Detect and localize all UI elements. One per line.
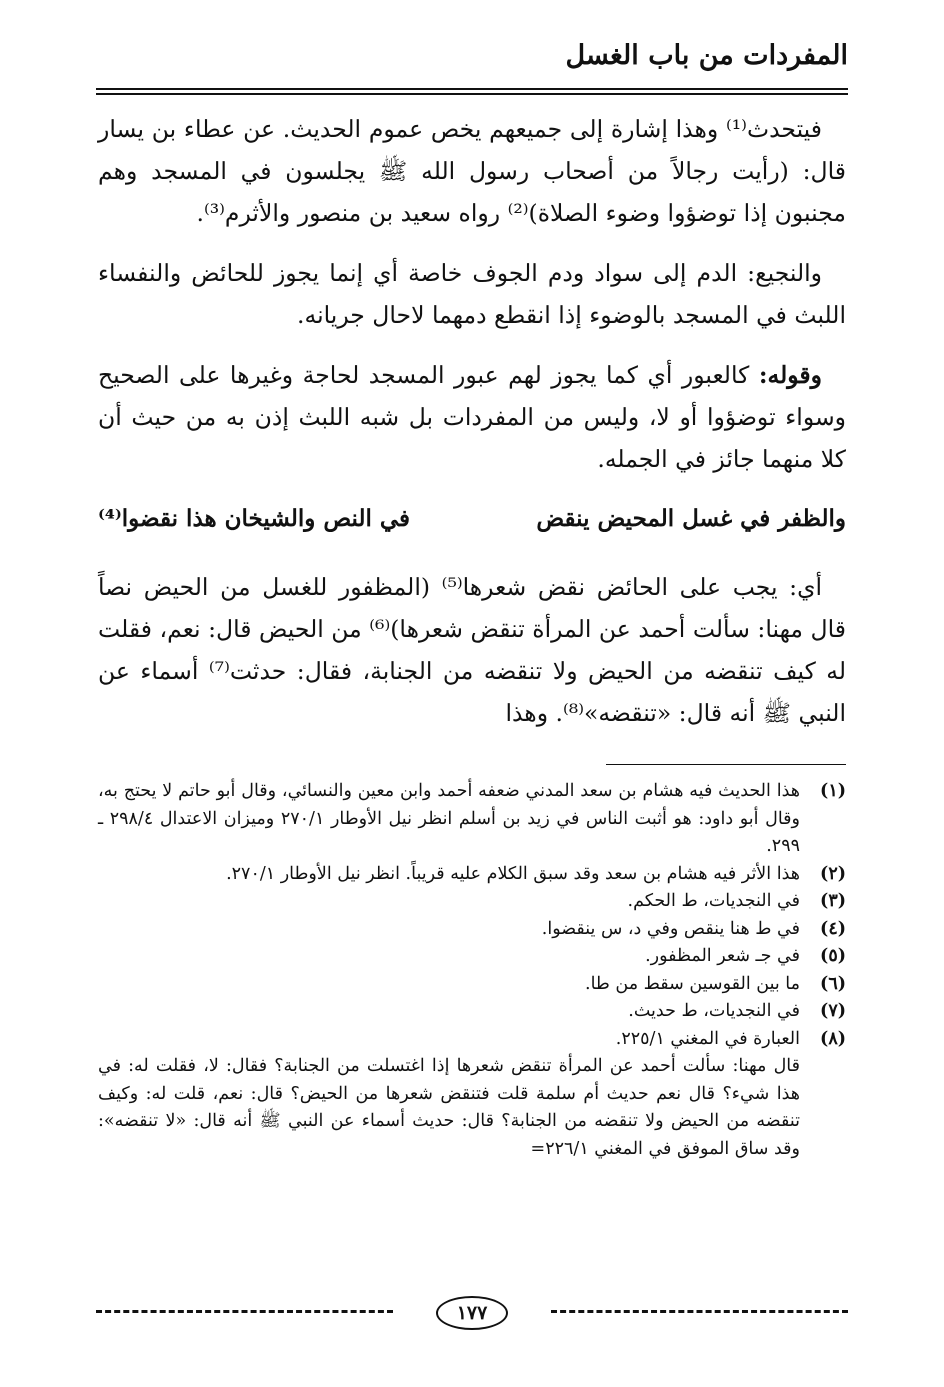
footnote-number: (٤) xyxy=(820,918,846,939)
footnote-text: في النجديات، ط حديث. xyxy=(628,1001,800,1021)
footnote-3 xyxy=(98,888,846,916)
footnote-6 xyxy=(98,971,846,999)
footnote-number: (١) xyxy=(820,781,846,801)
footnote-4 xyxy=(98,916,846,944)
footnote-1 xyxy=(98,778,846,861)
header-rule-bottom xyxy=(96,93,848,95)
paragraph-3-label: وقوله: xyxy=(758,361,822,389)
main-text xyxy=(98,108,846,752)
paragraph-3-text: كالعبور أي كما يجوز لهم عبور المسجد لحاجة وغيرها على الصحيح وسواء توضؤوا أو لا، وليس من المفردات بل شبه اللبث إذن به من حيث أن كلا منهما جائز في الجمله. xyxy=(98,361,846,473)
header-title: المفردات من باب الغسل xyxy=(565,40,848,71)
footnote-number: (٨) xyxy=(820,1028,846,1049)
page-footer xyxy=(96,1292,848,1332)
paragraph-4: أي: يجب على الحائض نقض شعرها⁽⁵⁾ (المظفور للغسل من الحيض نصاً قال مهنا: سألت أحمد عن المرأة تنقض شعرها)⁽⁶⁾ من الحيض قال: نعم، فقلت له كيف تنقضه من الحيض ولا تنقضه من الجنابة، فقال: حدثت⁽⁷⁾ أسماء عن النبي ﷺ أنه قال: «تنقضه»⁽⁸⁾. وهذا xyxy=(98,573,846,727)
paragraph-2: والنجيع: الدم إلى سواد ودم الجوف خاصة أي إنما يجوز للحائض والنفساء اللبث في المسجد بالوضوء إذا انقطع دمهما لاحال جريانه. xyxy=(98,259,846,329)
footnote-text: في جـ شعر المظفور. xyxy=(645,946,800,966)
footnote-7 xyxy=(98,998,846,1026)
footer-dashed-rule-left xyxy=(96,1310,393,1313)
footnote-8 xyxy=(98,1026,846,1054)
footnote-text: في النجديات، ط الحكم. xyxy=(627,891,800,911)
verse-second-hemistich: في النص والشيخان هذا نقضوا⁽⁴⁾ xyxy=(98,505,411,532)
footnote-text: هذا الأثر فيه هشام بن سعد وقد سبق الكلام عليه قريباً. انظر نيل الأوطار ٢٧٠/١. xyxy=(226,863,800,884)
footnote-number: (٦) xyxy=(820,973,846,994)
page-number: ١٧٧ xyxy=(436,1296,508,1330)
footnote-number: (٧) xyxy=(820,1001,846,1021)
footnote-number: (٥) xyxy=(820,946,846,966)
footnote-text: العبارة في المغني ٢٢٥/١. xyxy=(615,1028,800,1049)
footnotes xyxy=(98,778,846,1163)
paragraph-1: فيتحدث⁽¹⁾ وهذا إشارة إلى جميعهم يخص عموم الحديث. عن عطاء بن يسار قال: (رأيت رجالاً من أصحاب رسول الله ﷺ يجلسون في المسجد وهم مجنبون إذا توضؤوا وضوء الصلاة)⁽²⁾ رواه سعيد بن منصور والأثرم⁽³⁾. xyxy=(98,115,846,227)
verse-line xyxy=(98,498,846,540)
footnote-number: (٣) xyxy=(820,891,846,911)
footnote-text: ما بين القوسين سقط من طا. xyxy=(585,973,800,994)
running-header xyxy=(96,38,848,78)
header-rule-top xyxy=(96,88,848,90)
footnote-5 xyxy=(98,943,846,971)
footnote-separator xyxy=(606,764,846,765)
footnote-8-continuation: قال مهنا: سألت أحمد عن المرأة تنقض شعرها إذا اغتسلت من الجنابة؟ فقال: لا، فقلت له: في هذا شيء؟ قال نعم حديث أم سلمة قلت فتنقض شعرها من الحيض؟ قال: نعم، قلت له: وكيف تنقضه من الحيض ولا تنقضه من الجنابة؟ قال: حديث أسماء عن النبي ﷺ أنه قال: «لا تنقضه»: وقد ساق الموفق في المغني ٢٢٦/١= xyxy=(98,1056,800,1159)
verse-first-hemistich: والظفر في غسل المحيض ينقض xyxy=(536,505,846,532)
footnote-2 xyxy=(98,861,846,889)
footnote-number: (٢) xyxy=(820,863,846,884)
footnote-text: هذا الحديث فيه هشام بن سعد المدني ضعفه أحمد وابن معين والنسائي، وقال أبو حاتم لا يحتج به، وقال أبو داود: هو أثبت الناس في زيد بن أسلم انظر نيل الأوطار ٢٧٠/١ وميزان الاعتدال ٢٩٨/٤ ـ ٢٩٩. xyxy=(98,781,800,856)
footer-dashed-rule-right xyxy=(551,1310,848,1313)
paragraph-3 xyxy=(98,354,846,480)
footnote-text: في ط هنا ينقص وفي د، س ينقضوا. xyxy=(541,918,800,939)
